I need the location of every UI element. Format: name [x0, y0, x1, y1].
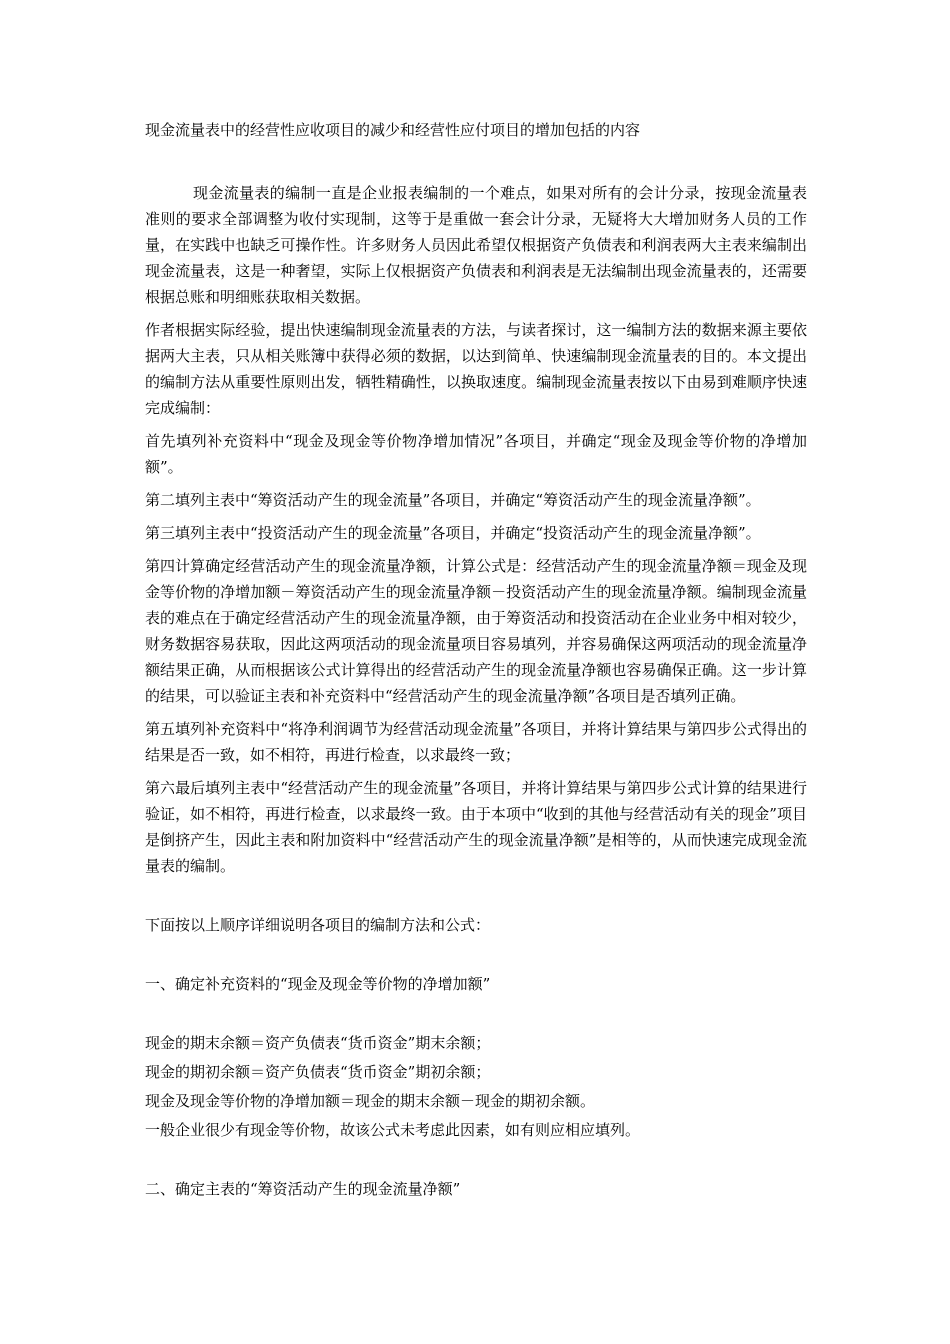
- paragraph-step-1: 首先填列补充资料中“现金及现金等价物净增加情况”各项目，并确定“现金及现金等价物的净增加额”。: [145, 432, 807, 476]
- formula-ending-balance: 现金的期末余额＝资产负债表“货币资金”期末余额；: [145, 1034, 491, 1052]
- paragraph-step-2: 第二填列主表中“筹资活动产生的现金流量”各项目，并确定“筹资活动产生的现金流量净额”。: [145, 491, 761, 509]
- paragraph-step-5: 第五填列补充资料中“将净利润调节为经营活动现金流量”各项目，并将计算结果与第四步公式得出的结果是否一致，如不相符，再进行检查，以求最终一致；: [145, 720, 807, 764]
- paragraph-step-3: 第三填列主表中“投资活动产生的现金流量”各项目，并确定“投资活动产生的现金流量净额”。: [145, 524, 761, 542]
- formula-opening-balance: 现金的期初余额＝资产负债表“货币资金”期初余额；: [145, 1063, 491, 1081]
- section-heading-2: 二、确定主表的“筹资活动产生的现金流量净额”: [145, 1180, 461, 1198]
- document-body: [145, 180, 807, 1209]
- document-title: 现金流量表中的经营性应收项目的减少和经营性应付项目的增加包括的内容: [145, 121, 641, 139]
- paragraph-method: 作者根据实际经验，提出快速编制现金流量表的方法，与读者探讨，这一编制方法的数据来源主要依据两大主表，只从相关账簿中获得必须的数据，以达到简单、快速编制现金流量表的目的。本文提出的编制方法从重要性原则出发，牺牲精确性，以换取速度。编制现金流量表按以下由易到难顺序快速完成编制：: [145, 321, 807, 417]
- paragraph-transition: 下面按以上顺序详细说明各项目的编制方法和公式：: [145, 916, 491, 934]
- paragraph-step-4: 第四计算确定经营活动产生的现金流量净额，计算公式是：经营活动产生的现金流量净额＝现金及现金等价物的净增加额－筹资活动产生的现金流量净额－投资活动产生的现金流量净额。编制现金流量表的难点在于确定经营活动产生的现金流量净额，由于筹资活动和投资活动在企业业务中相对较少，财务数据容易获取，因此这两项活动的现金流量项目容易填列，并容易确保这两项活动的现金流量净额结果正确，从而根据该公式计算得出的经营活动产生的现金流量净额也容易确保正确。这一步计算的结果，可以验证主表和补充资料中“经营活动产生的现金流量净额”各项目是否填列正确。: [145, 557, 807, 705]
- paragraph-intro: 现金流量表的编制一直是企业报表编制的一个难点，如果对所有的会计分录，按现金流量表准则的要求全部调整为收付实现制，这等于是重做一套会计分录，无疑将大大增加财务人员的工作量，在实践中也缺乏可操作性。许多财务人员因此希望仅根据资产负债表和利润表两大主表来编制出现金流量表，这是一种奢望，实际上仅根据资产负债表和利润表是无法编制出现金流量表的，还需要根据总账和明细账获取相关数据。: [145, 184, 807, 306]
- paragraph-step-6: 第六最后填列主表中“经营活动产生的现金流量”各项目，并将计算结果与第四步公式计算的结果进行验证，如不相符，再进行检查，以求最终一致。由于本项中“收到的其他与经营活动有关的现金”项目是倒挤产生，因此主表和附加资料中“经营活动产生的现金流量净额”是相等的，从而快速完成现金流量表的编制。: [145, 779, 807, 875]
- paragraph-note: 一般企业很少有现金等价物，故该公式未考虑此因素，如有则应相应填列。: [145, 1121, 641, 1139]
- formula-net-increase: 现金及现金等价物的净增加额＝现金的期末余额－现金的期初余额。: [145, 1092, 596, 1110]
- section-heading-1: 一、确定补充资料的“现金及现金等价物的净增加额”: [145, 975, 491, 993]
